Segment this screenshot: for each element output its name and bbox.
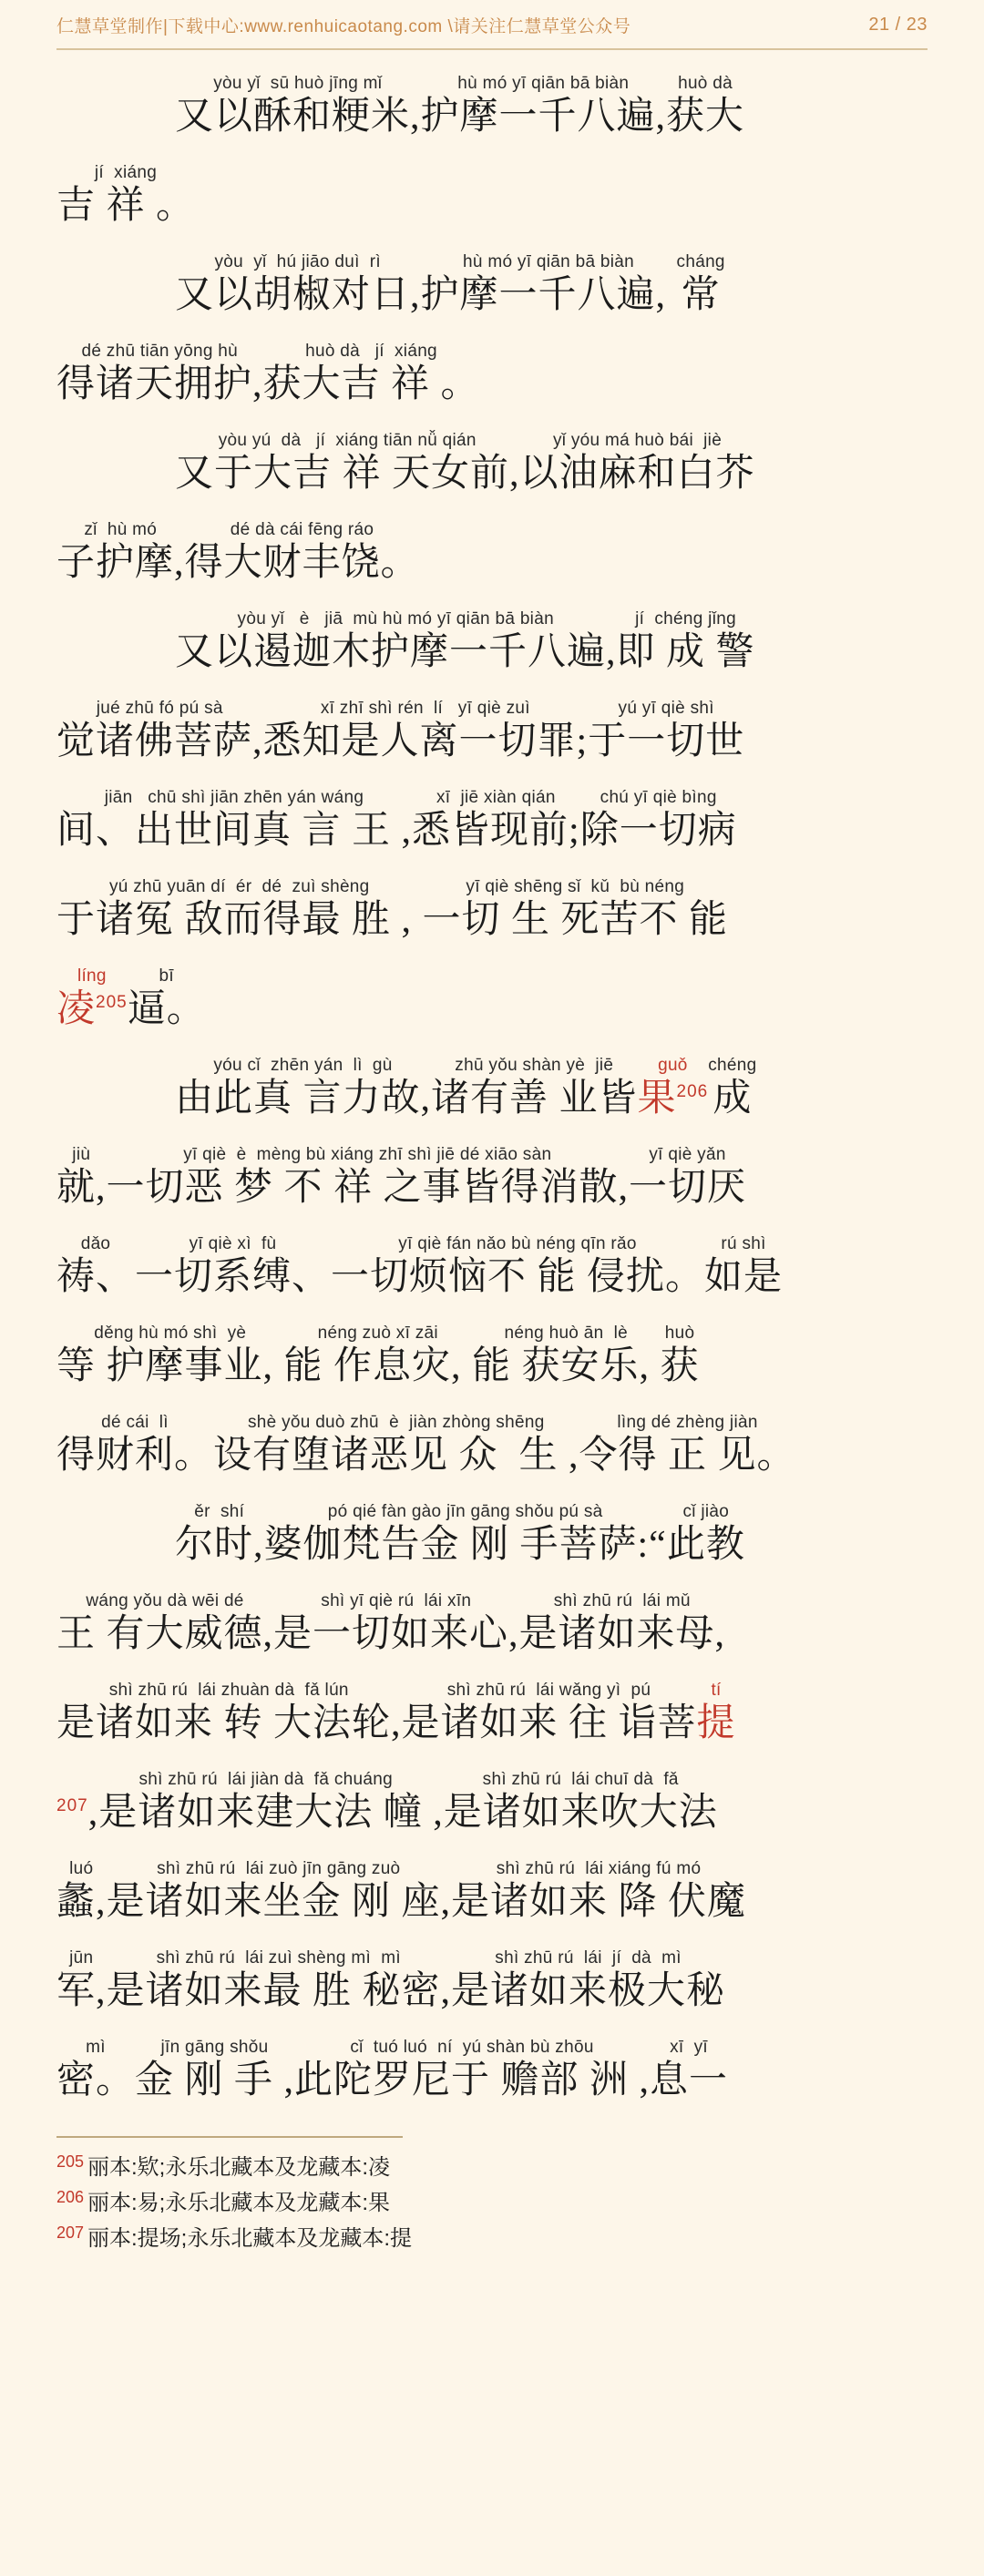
hanzi-text: 此陀罗尼于 赡部 洲 , xyxy=(294,2060,651,2101)
pinyin-text: cǐ jiào xyxy=(682,1502,730,1521)
pinyin-text: lìng dé zhèng jiàn xyxy=(617,1413,758,1432)
hanzi-text: 能 获安乐, xyxy=(472,1345,661,1387)
ruby-segment xyxy=(451,1948,725,2014)
ruby-segment xyxy=(185,520,420,586)
hanzi-text: 能 作息灾, xyxy=(283,1345,473,1387)
hanzi-text: 就, xyxy=(56,1167,107,1209)
ruby-row xyxy=(175,1502,928,1568)
pinyin-text: yī qiè xì fù xyxy=(189,1234,277,1253)
hanzi-text: 除一切病 xyxy=(579,810,737,852)
pinyin-text: chéng xyxy=(708,1056,757,1075)
pinyin-text: mì xyxy=(86,2038,106,2057)
hanzi-text: 又于大吉 祥 天女前, xyxy=(175,453,520,495)
ruby-segment xyxy=(667,1502,745,1568)
sutra-line xyxy=(56,1145,928,1211)
ruby-segment xyxy=(331,1234,704,1300)
footnote-item xyxy=(56,2186,928,2222)
pinyin-text: huò dà xyxy=(678,74,733,93)
sutra-line xyxy=(56,1770,928,1835)
pinyin-text: dǎo xyxy=(80,1234,111,1253)
ruby-segment xyxy=(56,788,412,854)
hanzi-text: 军, xyxy=(56,1970,107,2012)
ruby-segment xyxy=(677,252,725,318)
ruby-segment xyxy=(175,1056,431,1121)
sutra-line xyxy=(56,966,928,1032)
hanzi-text: 一切烦恼不 能 侵扰。 xyxy=(331,1256,705,1298)
ruby-segment xyxy=(107,1859,452,1925)
ruby-segment xyxy=(588,699,744,764)
pinyin-text: yòu yǐ sū huò jīng mǐ xyxy=(213,74,383,93)
footnote-item xyxy=(56,2151,928,2186)
pinyin-text: shì zhū rú lái chuī dà fǎ xyxy=(482,1770,679,1789)
ruby-segment xyxy=(88,1770,444,1835)
ruby-segment xyxy=(56,2038,135,2103)
hanzi-text: 一切厌 xyxy=(629,1167,747,1209)
ruby-row xyxy=(56,1145,928,1211)
ruby-segment xyxy=(56,1681,402,1746)
pinyin-text: shì zhū rú lái xiáng fú mó xyxy=(496,1859,702,1878)
sutra-line xyxy=(56,877,928,943)
footnote-number: 205 xyxy=(56,2152,85,2171)
ruby-row xyxy=(56,1681,928,1746)
hanzi-text: 是诸如来 往 诣菩 xyxy=(401,1702,697,1744)
hanzi-text: 令得 正 见。 xyxy=(579,1435,796,1477)
hanzi-text: 是诸如来 降 伏魔 xyxy=(451,1881,747,1923)
ruby-segment xyxy=(56,1145,107,1211)
pinyin-text: ěr shí xyxy=(194,1502,245,1521)
pinyin-text: yòu yú dà jí xiáng tiān nǚ qián xyxy=(218,431,477,450)
hanzi-text: 得财利。 xyxy=(56,1435,214,1477)
ruby-row xyxy=(56,163,928,229)
ruby-row xyxy=(175,1056,928,1121)
ruby-segment xyxy=(629,1145,746,1211)
hanzi-text: 如是 xyxy=(704,1256,784,1298)
ruby-segment xyxy=(56,163,195,229)
pinyin-text: jiù xyxy=(72,1145,91,1164)
ruby-row xyxy=(175,609,928,675)
hanzi-text: 得诸天拥护, xyxy=(56,363,263,405)
pinyin-text: yī qiè shēng sǐ kǔ bù néng xyxy=(466,877,685,896)
pinyin-text: luó xyxy=(69,1859,94,1878)
ruby-segment xyxy=(412,788,580,854)
pinyin-text: zhū yǒu shàn yè jiē xyxy=(455,1056,614,1075)
pinyin-text: líng xyxy=(77,966,107,986)
pinyin-text: zǐ hù mó xyxy=(84,520,158,539)
sutra-line xyxy=(56,1859,928,1925)
ruby-segment xyxy=(213,1413,579,1478)
ruby-segment xyxy=(175,74,421,139)
pinyin-text: chú yī qiè bìng xyxy=(600,788,717,807)
hanzi-text: 又以酥和粳米, xyxy=(175,96,421,138)
sutra-line xyxy=(56,788,928,854)
hanzi-text: 果$^{206}$ xyxy=(637,1078,709,1119)
footnote-text: 丽本:易;永乐北藏本及龙藏本:果 xyxy=(87,2191,391,2215)
ruby-segment xyxy=(444,1770,718,1835)
ruby-row xyxy=(56,1770,928,1835)
ruby-row xyxy=(175,252,928,318)
pinyin-text: yòu yǐ hú jiāo duì rì xyxy=(214,252,382,271)
hanzi-text: 王 有大威德, xyxy=(56,1613,274,1655)
sutra-line xyxy=(56,609,928,675)
ruby-segment xyxy=(56,699,263,764)
hanzi-text: 等 护摩事业, xyxy=(56,1345,284,1387)
hanzi-text: 获大吉 祥 。 xyxy=(262,363,480,405)
pinyin-text: yóu cǐ zhēn yán lì gù xyxy=(213,1056,393,1075)
ruby-segment xyxy=(294,2038,650,2103)
hanzi-text: 一切 生 死苦不 能 xyxy=(422,899,729,941)
pinyin-text: bī xyxy=(159,966,174,986)
pinyin-text: jīn gāng shǒu xyxy=(160,2038,269,2057)
hanzi-text: 逼。 xyxy=(127,988,206,1030)
hanzi-text: 间、出世间真 言 王 , xyxy=(56,810,413,852)
ruby-segment xyxy=(56,877,423,943)
hanzi-text: 婆伽梵告金 刚 手菩萨:“ xyxy=(263,1524,667,1566)
ruby-segment xyxy=(56,1859,107,1925)
ruby-segment xyxy=(451,1859,746,1925)
hanzi-text: 一切系缚、 xyxy=(135,1256,332,1298)
hanzi-text: 悉知是人离一切罪; xyxy=(262,721,589,762)
hanzi-text: ,是诸如来建大法 幢 , xyxy=(87,1792,444,1834)
hanzi-text: 子护摩, xyxy=(56,542,185,584)
hanzi-text: 即 成 警 xyxy=(616,631,755,673)
hanzi-text: 诸有善 业皆 xyxy=(431,1078,638,1119)
hanzi-text: 于诸冤 敌而得最 胜 , xyxy=(56,899,423,941)
pinyin-text: jūn xyxy=(69,1948,94,1968)
hanzi-text: 又以胡椒对日, xyxy=(175,274,421,316)
ruby-segment xyxy=(472,1324,661,1389)
hanzi-text: 护摩一千八遍, xyxy=(420,274,677,316)
ruby-segment xyxy=(402,1681,697,1746)
pinyin-text: néng zuò xī zāi xyxy=(317,1324,438,1343)
sutra-line xyxy=(56,699,928,764)
ruby-segment xyxy=(263,699,589,764)
ruby-segment xyxy=(56,1324,284,1389)
page-number: 21 / 23 xyxy=(868,15,928,35)
ruby-row xyxy=(56,1413,928,1478)
pinyin-text: néng huò ān lè xyxy=(504,1324,629,1343)
ruby-segment xyxy=(56,520,185,586)
ruby-segment xyxy=(107,1145,630,1211)
pinyin-text: xī jiē xiàn qián xyxy=(436,788,556,807)
ruby-segment xyxy=(666,74,744,139)
hanzi-text: 凌$^{205}$ xyxy=(56,988,128,1030)
hanzi-text: 密。 xyxy=(56,2060,136,2101)
footnote-marker: 205 xyxy=(96,993,128,1012)
footnote-marker: 206 xyxy=(676,1082,709,1101)
pinyin-text: shì zhū rú lái jiàn dà fǎ chuáng xyxy=(138,1770,393,1789)
sutra-line xyxy=(56,1413,928,1478)
pinyin-text: shì zhū rú lái wǎng yì pú xyxy=(446,1681,651,1700)
ruby-segment xyxy=(175,1502,264,1568)
hanzi-text: 护摩一千八遍, xyxy=(420,96,667,138)
hanzi-text: 息一 xyxy=(650,2060,729,2101)
footnote-item xyxy=(56,2222,928,2257)
ruby-row xyxy=(56,966,928,1032)
pinyin-text: jí chéng jǐng xyxy=(635,609,736,629)
pinyin-text: shì zhū rú lái zuò jīn gāng zuò xyxy=(157,1859,401,1878)
hanzi-text: 吉 祥 。 xyxy=(56,185,196,227)
ruby-segment xyxy=(580,788,737,854)
sutra-line xyxy=(56,1948,928,2014)
hanzi-text: 是诸如来吹大法 xyxy=(443,1792,718,1834)
ruby-row xyxy=(56,2038,928,2103)
sutra-line xyxy=(56,1324,928,1389)
footnote-number: 207 xyxy=(56,2223,85,2242)
pinyin-text: cháng xyxy=(676,252,725,271)
pinyin-text: wáng yǒu dà wēi dé xyxy=(86,1591,244,1610)
hanzi-text: 是一切如来心, xyxy=(273,1613,519,1655)
pinyin-text: shì zhū rú lái zuì shèng mì mì xyxy=(156,1948,401,1968)
pinyin-text: rú shì xyxy=(721,1234,766,1253)
ruby-row xyxy=(56,1234,928,1300)
pinyin-text: dé zhū tiān yōng hù xyxy=(81,342,239,361)
ruby-segment xyxy=(617,609,755,675)
footnote-marker: 207 xyxy=(56,1796,88,1815)
ruby-row xyxy=(56,520,928,586)
hanzi-text: 是诸如来最 胜 秘密, xyxy=(106,1970,452,2012)
pinyin-text: jué zhū fó pú sà xyxy=(96,699,223,718)
sutra-line xyxy=(56,1234,928,1300)
ruby-segment xyxy=(579,1413,796,1478)
ruby-segment xyxy=(56,1413,213,1478)
header-divider xyxy=(56,48,928,50)
hanzi-text: 是诸如来 转 大法轮, xyxy=(56,1702,402,1744)
pinyin-text: shì yī qiè rú lái xīn xyxy=(321,1591,472,1610)
ruby-segment xyxy=(56,1591,273,1657)
pinyin-text: guǒ xyxy=(658,1056,688,1075)
hanzi-text: 是诸如来母, xyxy=(518,1613,726,1655)
ruby-segment xyxy=(284,1324,473,1389)
ruby-row xyxy=(175,431,928,496)
ruby-segment xyxy=(135,2038,294,2103)
footnote-number: 206 xyxy=(56,2188,85,2206)
pinyin-text: xī yī xyxy=(670,2038,709,2057)
pinyin-text: shè yǒu duò zhū è jiàn zhòng shēng xyxy=(247,1413,545,1432)
pinyin-text: shì zhū rú lái zhuàn dà fǎ lún xyxy=(108,1681,349,1700)
pinyin-text: huò xyxy=(664,1324,695,1343)
page-header xyxy=(36,0,948,46)
hanzi-text: 又以遏迦木护摩一千八遍, xyxy=(175,631,617,673)
sutra-line xyxy=(56,342,928,407)
ruby-segment xyxy=(175,609,617,675)
pinyin-text: shì zhū rú lái mǔ xyxy=(553,1591,691,1610)
hanzi-text: 获 xyxy=(660,1345,700,1387)
hanzi-text: 金 刚 手 , xyxy=(135,2060,295,2101)
hanzi-text: 常 xyxy=(681,274,721,316)
hanzi-text: 是诸如来坐金 刚 座, xyxy=(106,1881,452,1923)
sutra-line xyxy=(56,1591,928,1657)
sutra-line xyxy=(56,2038,928,2103)
hanzi-text: 成 xyxy=(712,1078,753,1119)
ruby-segment xyxy=(697,1681,736,1746)
hanzi-text: 蠡, xyxy=(56,1881,107,1923)
ruby-row xyxy=(56,342,928,407)
pinyin-text: tí xyxy=(711,1681,722,1700)
ruby-segment xyxy=(56,342,263,407)
ruby-segment xyxy=(650,2038,728,2103)
pinyin-text: yòu yǐ è jiā mù hù mó yī qiān bā biàn xyxy=(237,609,554,629)
pinyin-text: jí xiáng xyxy=(94,163,158,182)
sutra-line xyxy=(56,1681,928,1746)
ruby-row xyxy=(56,1859,928,1925)
hanzi-text: 此教 xyxy=(666,1524,745,1566)
sutra-line xyxy=(56,1056,928,1121)
ruby-segment xyxy=(128,966,206,1032)
pinyin-text: yī qiè yǎn xyxy=(649,1145,726,1164)
sutra-line xyxy=(56,431,928,496)
ruby-segment xyxy=(135,1234,331,1300)
sutra-body xyxy=(36,74,948,2103)
ruby-segment xyxy=(421,74,667,139)
ruby-segment xyxy=(175,431,520,496)
footnote-text: 丽本:欵;永乐北藏本及龙藏本:凌 xyxy=(87,2155,391,2180)
pinyin-text: shì zhū rú lái jí dà mì xyxy=(495,1948,682,1968)
sutra-line xyxy=(56,520,928,586)
hanzi-text: 获大 xyxy=(666,96,745,138)
hanzi-text: 由此真 言力故, xyxy=(175,1078,432,1119)
ruby-segment xyxy=(56,1234,135,1300)
pinyin-text: hù mó yī qiān bā biàn xyxy=(457,74,630,93)
pinyin-text: cǐ tuó luó ní yú shàn bù zhōu xyxy=(350,2038,594,2057)
ruby-row xyxy=(56,1591,928,1657)
pinyin-text: yī qiè è mèng bù xiáng zhī shì jiē dé xiāo sàn xyxy=(183,1145,552,1164)
ruby-row xyxy=(56,877,928,943)
hanzi-text: 得大财丰饶。 xyxy=(184,542,420,584)
pinyin-text: yī qiè fán nǎo bù néng qīn rǎo xyxy=(398,1234,637,1253)
hanzi-text: 悉皆现前; xyxy=(412,810,580,852)
ruby-row xyxy=(56,1948,928,2014)
sutra-line xyxy=(56,163,928,229)
hanzi-text: 一切恶 梦 不 祥 之事皆得消散, xyxy=(106,1167,630,1209)
pinyin-text: pó qié fàn gào jīn gāng shǒu pú sà xyxy=(327,1502,603,1521)
ruby-segment xyxy=(263,342,480,407)
footnote-text: 丽本:提场;永乐北藏本及龙藏本:提 xyxy=(87,2226,413,2251)
ruby-row xyxy=(56,699,928,764)
pinyin-text: yǐ yóu má huò bái jiè xyxy=(552,431,723,450)
ruby-segment xyxy=(708,1056,756,1121)
ruby-segment xyxy=(107,1948,452,2014)
hanzi-text: 以油麻和白芥 xyxy=(519,453,755,495)
ruby-segment xyxy=(264,1502,667,1568)
hanzi-text: 设有堕诸恶见 众 生 , xyxy=(213,1435,579,1477)
ruby-segment xyxy=(421,252,677,318)
hanzi-text: 是诸如来极大秘 xyxy=(451,1970,726,2012)
ruby-segment xyxy=(638,1056,709,1121)
ruby-segment xyxy=(175,252,421,318)
ruby-row xyxy=(56,788,928,854)
footnote-list xyxy=(36,2151,948,2285)
pinyin-text: dé dà cái fēng ráo xyxy=(230,520,374,539)
ruby-row xyxy=(56,1324,928,1389)
ruby-segment xyxy=(520,431,755,496)
ruby-segment xyxy=(423,877,729,943)
pinyin-text: hù mó yī qiān bā biàn xyxy=(463,252,635,271)
ruby-segment xyxy=(704,1234,783,1300)
sutra-line xyxy=(56,252,928,318)
ruby-segment xyxy=(519,1591,726,1657)
ruby-segment xyxy=(273,1591,519,1657)
ruby-segment xyxy=(56,1948,107,2014)
sutra-line xyxy=(56,1502,928,1568)
hanzi-text: 提 xyxy=(696,1702,736,1744)
pinyin-text: děng hù mó shì yè xyxy=(94,1324,247,1343)
ruby-row xyxy=(175,74,928,139)
hanzi-text: 尔时, xyxy=(175,1524,264,1566)
pinyin-text: dé cái lì xyxy=(101,1413,169,1432)
pinyin-text: xī zhī shì rén lí yī qiè zuì xyxy=(320,699,530,718)
hanzi-text: 于一切世 xyxy=(588,721,745,762)
pinyin-text: yú zhū yuān dí ér dé zuì shèng xyxy=(108,877,370,896)
pinyin-text: yú yī qiè shì xyxy=(618,699,714,718)
ruby-segment xyxy=(661,1324,700,1389)
sutra-line xyxy=(56,74,928,139)
hanzi-text: 觉诸佛菩萨, xyxy=(56,721,263,762)
hanzi-text: 祷、 xyxy=(56,1256,136,1298)
watermark-text: 仁慧草堂制作|下载中心:www.renhuicaotang.com \请关注仁慧草堂公众号 xyxy=(56,17,631,36)
pinyin-text: jiān chū shì jiān zhēn yán wáng xyxy=(104,788,364,807)
pinyin-text: huò dà jí xiáng xyxy=(305,342,437,361)
footnote-divider xyxy=(56,2136,403,2138)
ruby-segment xyxy=(431,1056,638,1121)
ruby-segment xyxy=(56,966,128,1032)
